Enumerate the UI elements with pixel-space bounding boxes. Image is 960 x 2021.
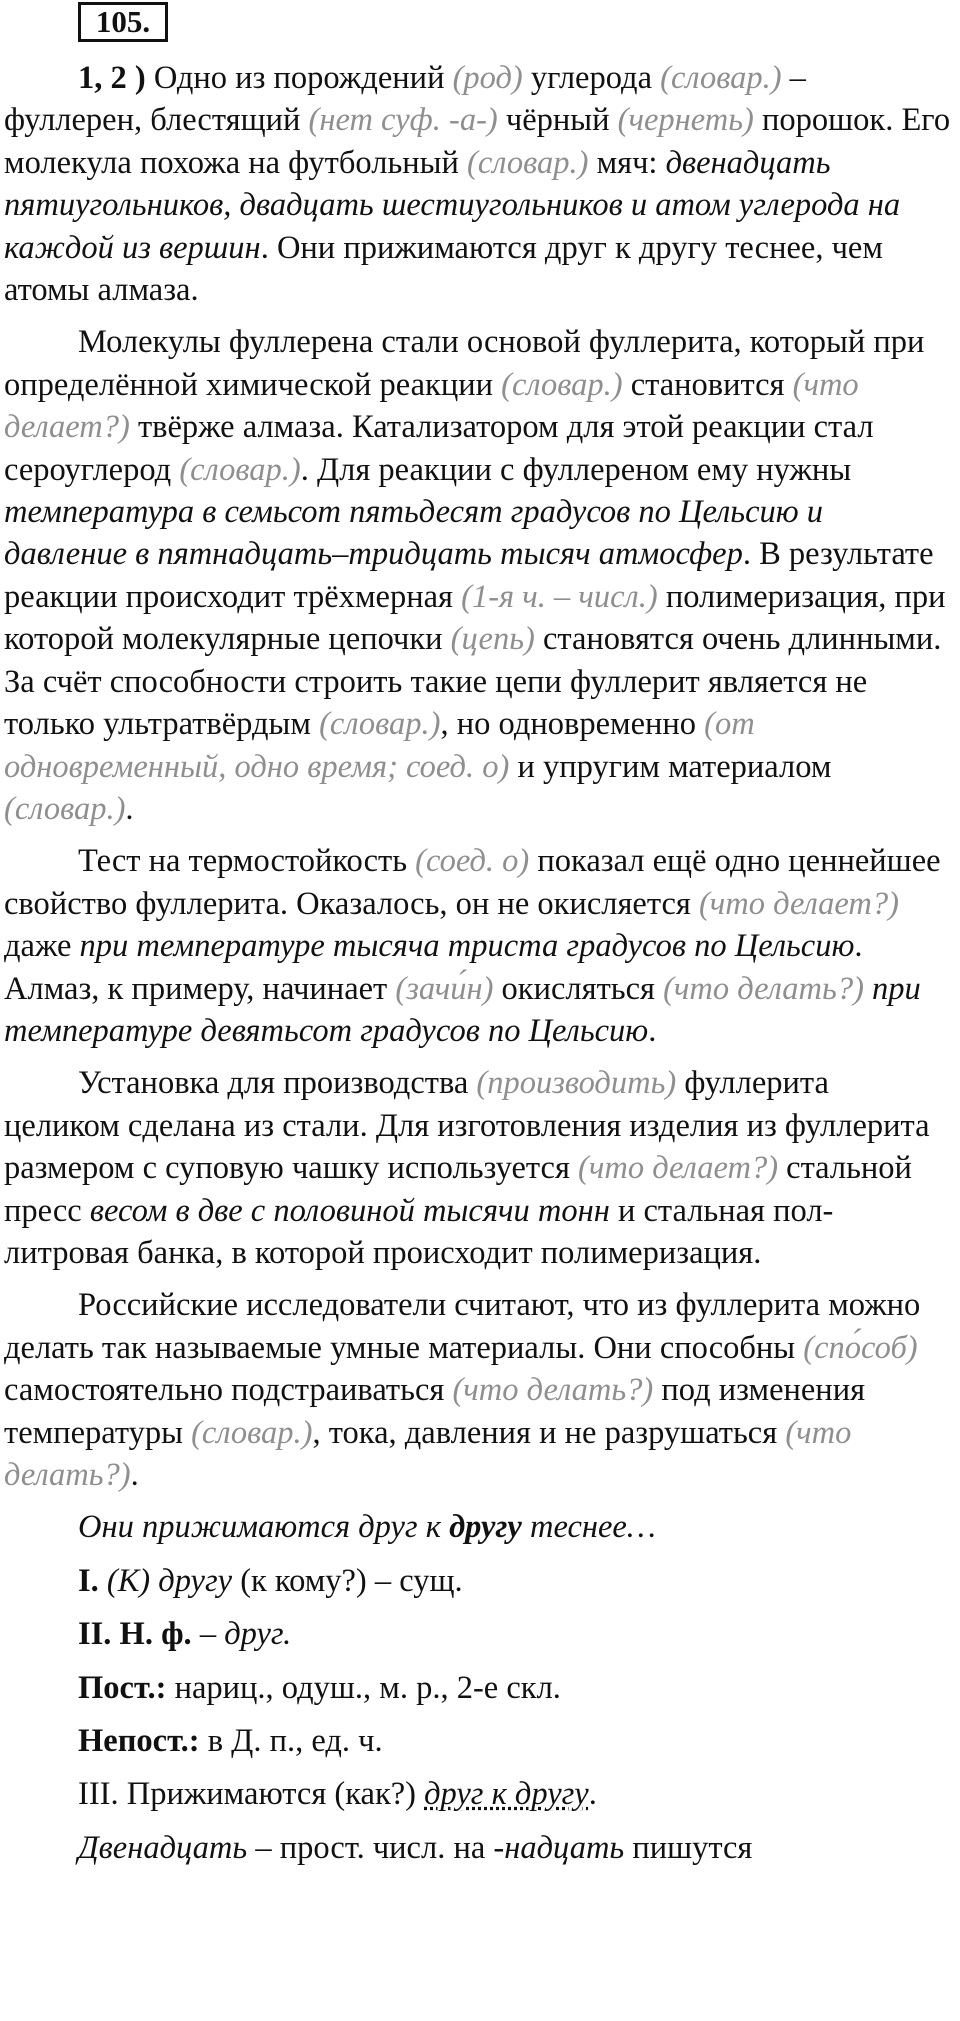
- grammar-note: (словар.): [4, 790, 126, 827]
- grammar-note: (что делает?): [698, 885, 899, 922]
- text: и упругим материалом: [509, 748, 832, 785]
- morphological-analysis: [4, 1506, 952, 1869]
- text: и стальная пол-литровая банка, в которой происходит полимеризация.: [4, 1192, 834, 1271]
- text: становятся очень длинными. За счёт способности строить такие цепи фуллерит является не только ультратвёрдым: [4, 621, 942, 743]
- paragraph-2: [4, 321, 952, 830]
- text: мяч:: [588, 144, 666, 181]
- text: самостоятельно подстраиваться: [4, 1372, 453, 1409]
- grammar-note: (род): [452, 60, 523, 96]
- text: нариц., одуш., м. р., 2-е скл.: [166, 1669, 561, 1706]
- text: . Они прижимаются друг к другу теснее, чем атомы алмаза.: [4, 229, 883, 309]
- text: . В результате реакции происходит трёхмерная: [4, 536, 934, 615]
- exercise-text: [4, 57, 952, 1880]
- text: , тока, давления и не разрушаться: [312, 1414, 786, 1451]
- grammar-note: (что делать?): [663, 970, 864, 1007]
- italic-phrase: весом в две с половиной тысячи тонн: [89, 1192, 610, 1229]
- text: .: [588, 1776, 597, 1813]
- text: теснее…: [521, 1509, 656, 1546]
- grammar-note: (словар.): [501, 366, 623, 403]
- text: Двенадцать: [78, 1829, 248, 1866]
- grammar-note: (спо́соб): [803, 1329, 918, 1366]
- analysis-variable-features: [78, 1720, 952, 1762]
- grammar-note: (1-я ч. – числ.): [461, 578, 658, 615]
- text: .: [130, 1457, 139, 1493]
- text: пишутся: [624, 1829, 753, 1866]
- analysis-step-2: [78, 1613, 952, 1655]
- text: становится: [622, 366, 793, 403]
- grammar-note: (соед. о): [415, 843, 530, 880]
- grammar-note: (словар.): [191, 1414, 313, 1451]
- grammar-note: (что делать?): [452, 1372, 654, 1409]
- paragraph-1: [4, 57, 952, 311]
- text: (к кому?) – сущ.: [232, 1562, 463, 1599]
- exercise-number: 105.: [78, 2, 168, 42]
- grammar-note: (словар.): [660, 60, 782, 96]
- paragraph-4: [4, 1062, 952, 1274]
- label: Непост.:: [78, 1723, 200, 1760]
- grammar-note: (чернеть): [617, 102, 754, 139]
- text: фуллерита целиком сделана из стали. Для изготовления изделия из фуллерита размером с суповую чашку используется: [4, 1065, 930, 1187]
- italic-phrase: температура в семьсот пятьдесят градусов по Цельсию и давление в пятнадцать–тридцать тысяч атмосфер: [4, 494, 824, 573]
- text: . Для реакции с фуллереном ему нужны: [300, 451, 852, 488]
- step-number: I.: [78, 1562, 99, 1599]
- text: –: [191, 1616, 225, 1653]
- text: стальной пресс: [4, 1150, 912, 1229]
- text: окисляться: [493, 970, 664, 1007]
- grammar-note: (зачи́н): [395, 970, 494, 1007]
- italic-phrase: при температуре тысяча триста градусов по Цельсию: [79, 928, 855, 965]
- text: твёрже алмаза. Катализатором для этой реакции стал сероуглерод: [4, 409, 874, 488]
- analysis-constant-features: [78, 1667, 952, 1709]
- text: -надцать: [493, 1829, 625, 1866]
- text: показал ещё одно ценнейшее свойство фуллерита. Оказалось, он не окисляется: [4, 843, 941, 922]
- italic-phrase: при температуре девятьсот градусов по Цельсию: [4, 970, 921, 1049]
- italic-phrase: двенадцать пятиугольников, двадцать шестиугольников и атом углерода на каждой из вершин: [4, 144, 901, 266]
- text: .: [125, 790, 134, 827]
- spelling-note: [78, 1827, 952, 1869]
- grammar-note: (словар.): [319, 706, 441, 743]
- analysis-step-1: [78, 1560, 952, 1602]
- analysed-sentence: [78, 1506, 952, 1548]
- paragraph-5: [4, 1284, 952, 1496]
- text: углерода: [522, 60, 661, 96]
- grammar-note: (производить): [476, 1065, 677, 1102]
- text: Молекулы фуллерена стали основой фуллерита, который при определённой химической реакции: [4, 324, 925, 403]
- grammar-note: (цепь): [450, 621, 535, 658]
- text: даже: [4, 928, 80, 965]
- text: , но одновременно: [440, 706, 705, 743]
- text: Они прижимаются друг к: [78, 1509, 450, 1546]
- task-number: 1, 2 ): [78, 60, 146, 96]
- grammar-note: (что делает?): [578, 1150, 779, 1187]
- paragraph-3: [4, 840, 952, 1052]
- text: Установка для производства: [78, 1065, 477, 1102]
- grammar-note: (от одновременный, одно время; соед. о): [4, 706, 755, 785]
- text: друг.: [224, 1616, 292, 1653]
- label: Пост.:: [78, 1669, 167, 1706]
- grammar-note: (словар.): [467, 144, 589, 181]
- text: Российские исследователи считают, что из фуллерита можно делать так называемые умные материалы. Они способны: [4, 1287, 921, 1366]
- text: – прост. числ. на: [247, 1829, 494, 1866]
- grammar-note: (словар.): [179, 451, 301, 488]
- text: под изменения температуры: [4, 1372, 866, 1451]
- sentence-member: друг к другу: [424, 1776, 589, 1813]
- text: (К) другу: [98, 1562, 233, 1599]
- text: III. Прижимаются (как?): [78, 1776, 425, 1813]
- text: Одно из порождений: [145, 60, 453, 96]
- text: .: [648, 1012, 657, 1049]
- text: [864, 971, 872, 1007]
- grammar-note: (что делать?): [4, 1414, 852, 1493]
- grammar-note: (нет суф. -а-): [308, 102, 498, 139]
- step-number: II. Н. ф.: [78, 1616, 192, 1653]
- text: Тест на термостойкость: [78, 843, 416, 880]
- text: – фуллерен, блестящий: [4, 60, 806, 139]
- analysis-step-3: [78, 1773, 952, 1815]
- text: чёрный: [497, 102, 618, 139]
- analysed-word: другу: [449, 1509, 522, 1546]
- text: в Д. п., ед. ч.: [199, 1723, 383, 1760]
- grammar-note: (что делает?): [4, 366, 859, 446]
- text: порошок. Его молекула похожа на футбольный: [4, 102, 951, 181]
- text: полимеризация, при которой молекулярные цепочки: [4, 578, 946, 658]
- text: . Алмаз, к примеру, начинает: [4, 928, 863, 1007]
